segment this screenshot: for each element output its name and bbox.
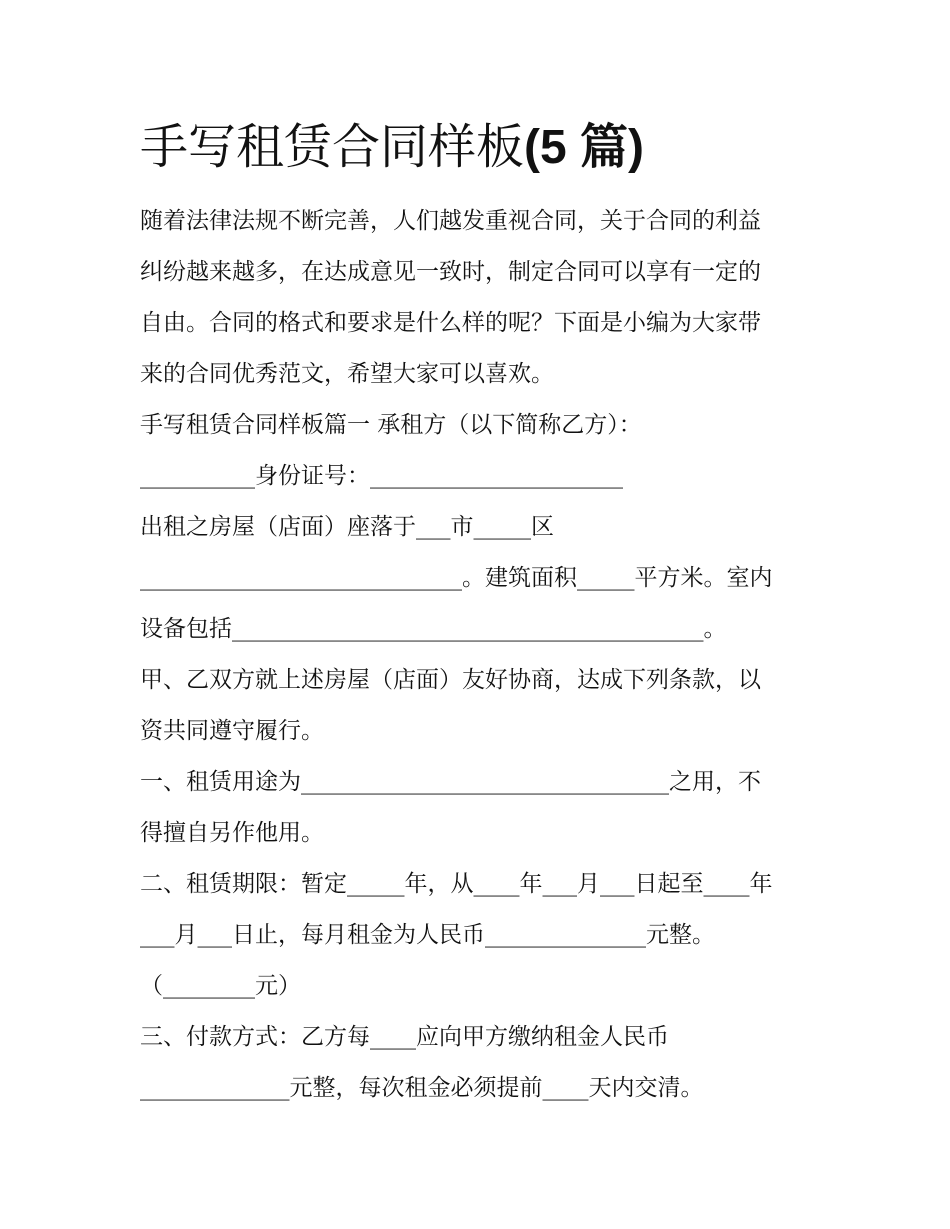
section-heading-line: 手写租赁合同样板篇一 承租方（以下简称乙方）： [140,412,642,438]
floor-area-line: ____________________________。建筑面积_____平方米。室内 [140,565,773,591]
body-line: 随着法律法规不断完善，人们越发重视合同，关于合同的利益 [140,208,761,234]
id-number-line: __________身份证号：______________________ [140,463,623,489]
clause-purpose-line: 一、租赁用途为________________________________之用，不 [140,769,761,795]
equipment-line: 设备包括_________________________________________。 [140,616,727,642]
clause-purpose-line: 得擅自另作他用。 [140,820,324,846]
agreement-line: 甲、乙双方就上述房屋（店面）友好协商，达成下列条款，以 [140,667,761,693]
clause-term-line: ___月___日止，每月租金为人民币______________元整。 [140,922,715,948]
document-title [140,116,644,179]
agreement-line: 资共同遵守履行。 [140,718,324,744]
document-body [140,196,830,1114]
document-title-main: 手写租赁合同样板 [140,119,525,175]
body-line: 来的合同优秀范文，希望大家可以喜欢。 [140,361,554,387]
clause-term-line: 二、租赁期限：暂定_____年，从____年___月___日起至____年 [140,871,773,897]
body-line: 自由。合同的格式和要求是什么样的呢？下面是小编为大家带 [140,310,761,336]
clause-payment-line: 三、付款方式：乙方每____应向甲方缴纳租金人民币 [140,1024,669,1050]
property-location-line: 出租之房屋（店面）座落于___市_____区 [140,514,554,540]
clause-term-line: （________元） [140,973,301,999]
clause-payment-line: _____________元整，每次租金必须提前____天内交清。 [140,1075,704,1101]
body-line: 纠纷越来越多，在达成意见一致时，制定合同可以享有一定的 [140,259,761,285]
document-title-suffix: (5 篇) [524,121,645,174]
